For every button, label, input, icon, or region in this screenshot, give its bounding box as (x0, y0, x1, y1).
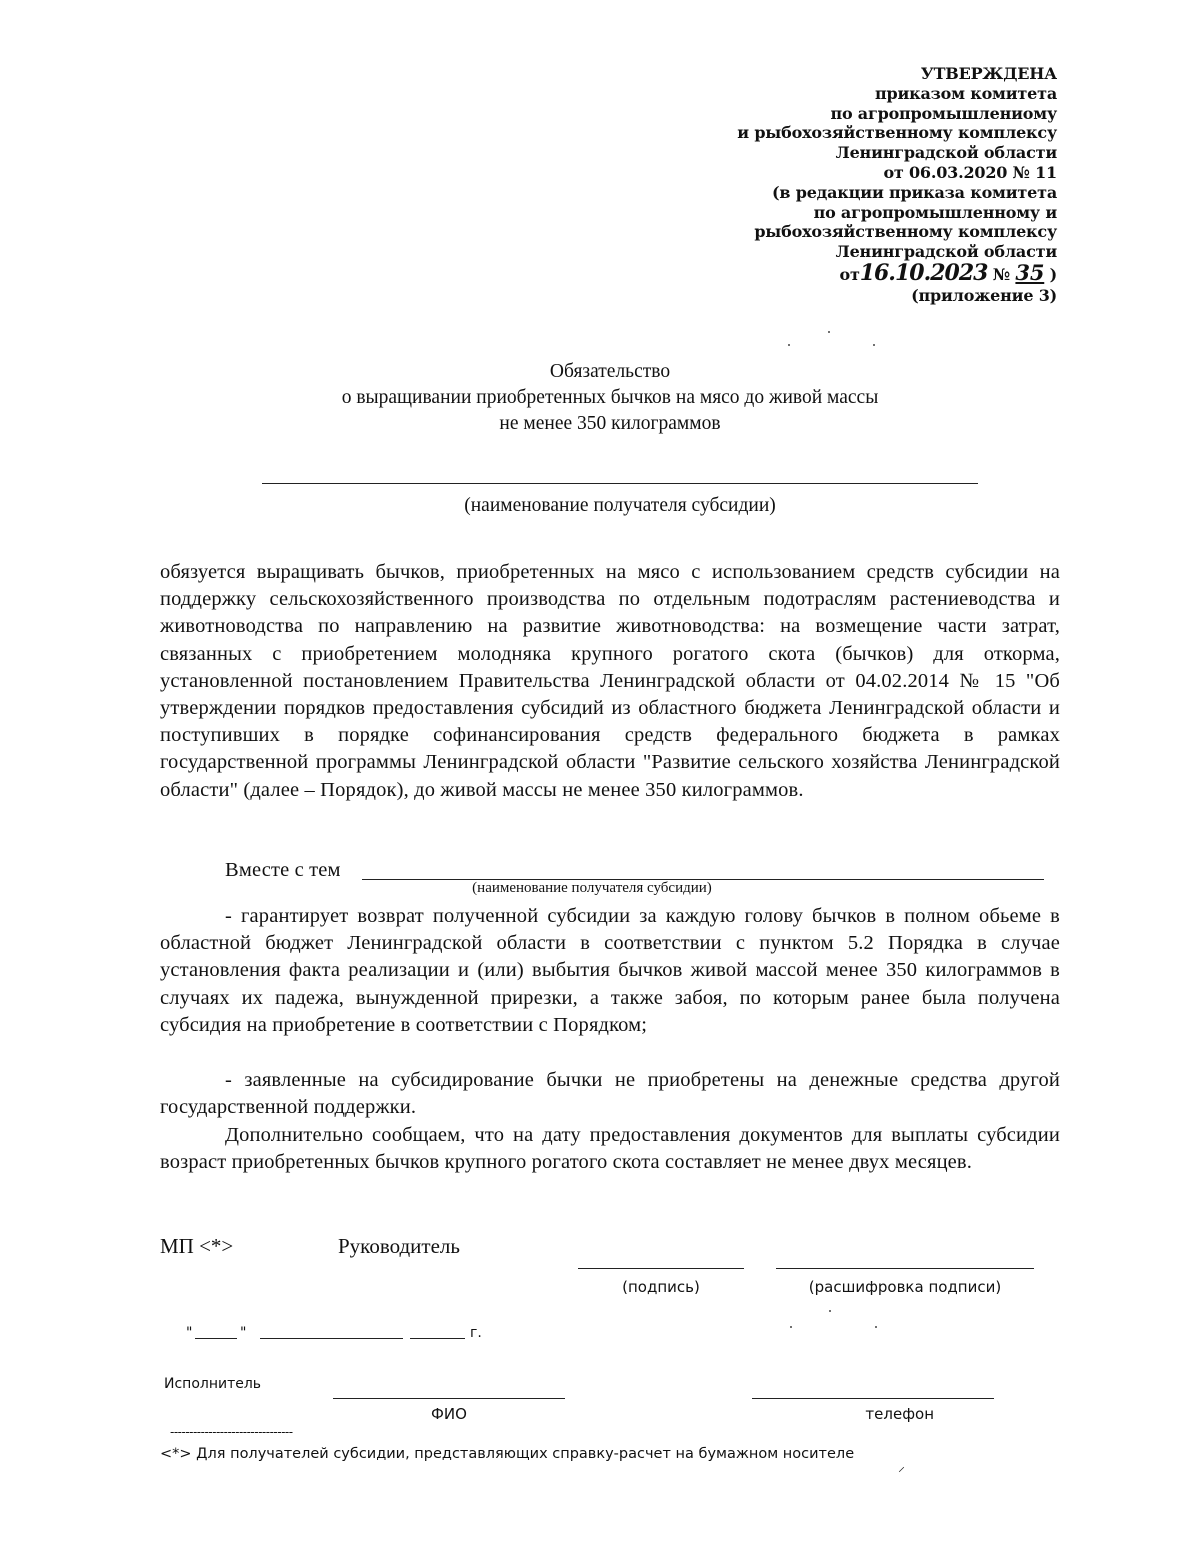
approval-line: (в редакции приказа комитета (772, 182, 1057, 202)
scan-speck (875, 1326, 877, 1328)
guarantee-return: - гарантирует возврат полученной субсидии за каждую голову бычков в полном обьеме в областной бюджет Ленинградской области в соответствии с пунктом 5.2 Порядка в случае установления факта реализации и (или) выбытия бычков живой массой менее 350 килограммов в случаях их падежа, вынужденной прирезки, а также забоя, по которым ранее была получена субсидия на приобретение в соответствии с Порядком; (160, 905, 1060, 1036)
scan-speck (788, 344, 790, 346)
footnote-rule: -------------------------------- (170, 1425, 293, 1439)
executor-fio-caption: ФИО (431, 1405, 467, 1423)
approval-line: Ленинградской области (835, 242, 1057, 262)
signature-decode-caption: (расшифровка подписи) (808, 1278, 1002, 1296)
recipient-caption: (наименование получателя субсидии) (464, 495, 776, 516)
approval-line: по агропромышленному и (813, 202, 1057, 222)
edition-suffix: ) (1049, 264, 1057, 284)
edition-line (637, 259, 1057, 286)
footnote-text: <*> Для получателей субсидии, представляющих справку-расчет на бумажном носителе (160, 1446, 855, 1462)
approval-line: от 06.03.2020 № 11 (883, 162, 1057, 182)
date-year-suffix: г. (470, 1325, 482, 1341)
approval-line: УТВЕРЖДЕНА (920, 64, 1057, 83)
approval-line: по агропромышлениому (830, 103, 1057, 123)
approval-line: Ленинградской области (835, 143, 1057, 163)
title-line-2: о выращивании приобретенных бычков на мясо до живой массы (341, 387, 879, 408)
approval-line: приказом комитета (874, 83, 1057, 103)
together-caption: (наименование получателя субсидии) (472, 880, 712, 896)
edition-prefix: от (839, 264, 860, 284)
head-label: Руководитель (338, 1234, 460, 1258)
handwritten-date: 16.10.2023 (859, 259, 988, 286)
scan-speck (829, 1310, 831, 1312)
handwritten-number: 35 (1015, 259, 1045, 285)
executor-fio-line (333, 1398, 565, 1399)
appendix-label: (приложение 3) (911, 285, 1057, 305)
signature-caption: (подпись) (622, 1278, 700, 1296)
recipient-name-line (262, 483, 978, 484)
approval-block (637, 64, 1057, 306)
date-quote-close: " (240, 1325, 247, 1341)
together-label: Вместе с тем (225, 859, 341, 881)
executor-phone-caption: телефон (865, 1405, 934, 1423)
date-year-line (410, 1338, 465, 1339)
additional-info: Дополнительно сообщаем, что на дату предоставления документов для выплаты субсидии возраст приобретенных бычков крупного рогатого скота составляет не менее двух месяцев. (160, 1124, 1060, 1174)
date-month-line (260, 1338, 403, 1339)
scan-speck (828, 331, 830, 333)
stamp-place: МП <*> (160, 1234, 234, 1258)
main-paragraph: обязуется выращивать бычков, приобретенных на мясо с использованием средств субсидии на поддержку сельскохозяйственного производства по отдельным подотраслям растениеводства и животноводства по направлению на развитие животноводства: на возмещение части затрат, связанных с приобретением молодняка крупного рогатого скота (бычков) для откорма, установленной постановлением Правительства Ленинградской области от 04.02.2014 № 15 "Об утверждении порядков предоставления субсидий из областного бюджета Ленинградской области и поступивших в порядке софинансирования средств федерального бюджета в рамках государственной программы Ленинградской области "Развитие сельского хозяйства Ленинградской области" (далее – Порядок), до живой массы не менее 350 килограммов. (160, 561, 1060, 801)
scan-speck (790, 1326, 792, 1328)
edition-number-label: № (992, 264, 1011, 284)
executor-label: Исполнитель (164, 1376, 262, 1392)
date-quote-open: " (186, 1325, 193, 1341)
title-line-3: не менее 350 килограммов (499, 413, 721, 434)
signature-decode-line (776, 1268, 1034, 1269)
scan-speck (873, 344, 875, 346)
executor-phone-line (752, 1398, 994, 1399)
scan-mark: ⸝ (898, 1459, 905, 1475)
date-day-line (195, 1338, 237, 1339)
approval-line: и рыбохозяйственному комплексу (737, 123, 1057, 143)
document-title (200, 359, 1020, 437)
approval-line: рыбохозяйственному комплексу (754, 222, 1057, 242)
guarantee-no-other-support: - заявленные на субсидирование бычки не приобретены на денежные средства другой государственной поддержки. (160, 1069, 1060, 1119)
title-line-1: Обязательство (549, 361, 671, 382)
signature-line (578, 1268, 744, 1269)
